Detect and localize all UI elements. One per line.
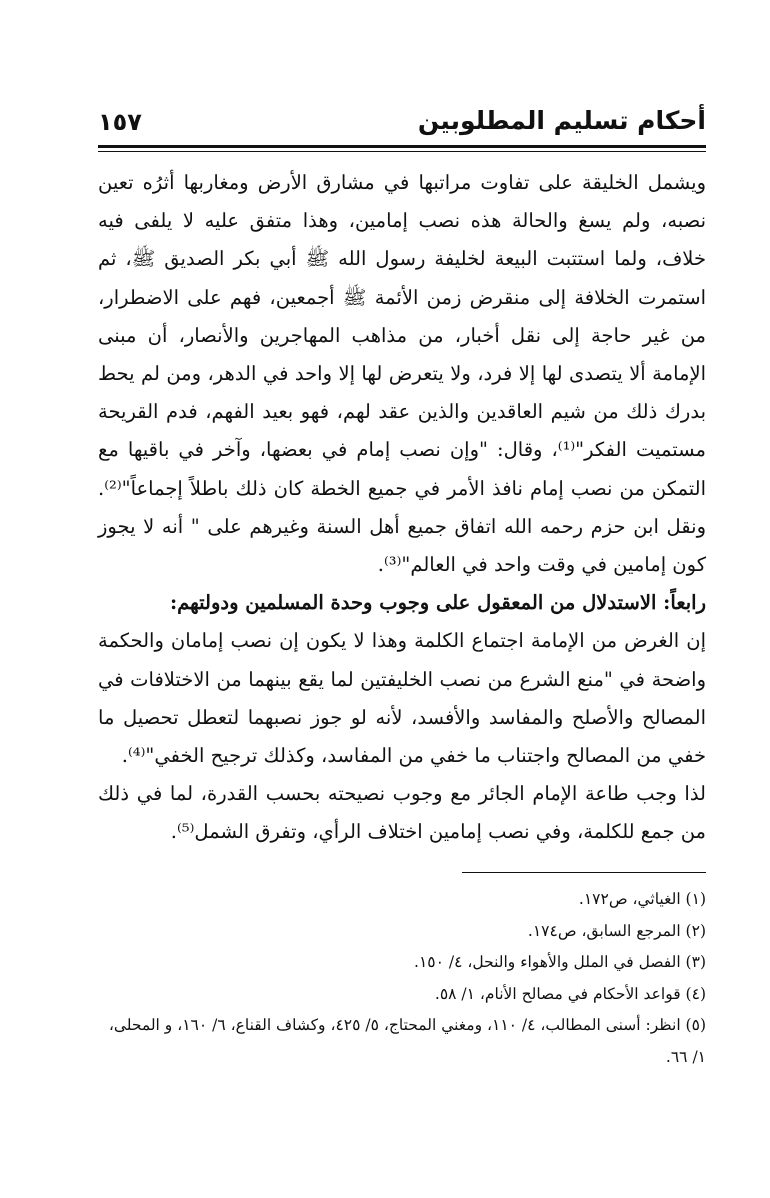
body-paragraph-2: إن الغرض من الإمامة اجتماع الكلمة وهذا لا يكون إن نصب إمامان والحكمة واضحة في "منع الشرع من نصب الخليفتين لما يقع بينهما من الاختلافات في المصالح والأصلح والمفاسد والأفسد، لأنه لو جوز نصبهما لتعطل تحصيل ما خفي من المصالح واجتناب ما خفي من المفاسد، وكذلك ترجيح الخفي"⁽⁴⁾. (98, 629, 706, 768)
footnote-5: (٥) انظر: أسنى المطالب، ٤/ ١١٠، ومغني المحتاج، ٥/ ٤٢٥، وكشاف القناع، ٦/ ١٦٠، و المحلى، ١/ ٦٦. (108, 1016, 706, 1066)
body-paragraph-1: ويشمل الخليقة على تفاوت مراتبها في مشارق الأرض ومغاربها أثرُه تعين نصبه، ولم يسغ والحالة هذه نصب إمامين، وهذا متفق عليه لا يلفى فيه خلاف، ولما استتبت البيعة لخليفة رسول الله ﷺ أبي بكر الصديق ﷺ، ثم استمرت الخلافة إلى منقرض زمن الأئمة ﷺ أجمعين، فهم على الاضطرار، من غير حاجة إلى نقل أخبار، من مذاهب المهاجرين والأنصار، أن مبنى الإمامة ألا يتصدى لها إلا فرد، ولا يتعرض لها إلا واحد في الدهر، ومن لم يحط بدرك ذلك من شيم العاقدين والذين عقد لهم، فهو بعيد الفهم، فدم القريحة مستميت الفكر"⁽¹⁾، وقال: "وإن نصب إمام في بعضها، وآخر في باقيها مع التمكن من نصب إمام نافذ الأمر في جميع الخطة كان ذلك باطلاً إجماعاً"⁽²⁾. ونقل ابن حزم رحمه الله اتفاق جميع أهل السنة وغيرهم على " أنه لا يجوز كون إمامين في وقت واحد في العالم"⁽³⁾. (98, 171, 706, 577)
footnote-4: (٤) قواعد الأحكام في مصالح الأنام، ١/ ٥٨. (434, 984, 706, 1003)
section-heading: رابعاً: الاستدلال من المعقول على وجوب وحدة المسلمين ودولتهم: (169, 591, 706, 615)
header-rule-thick (98, 145, 706, 148)
footnotes (98, 884, 706, 1073)
footnote-2: (٢) المرجع السابق، ص١٧٤. (527, 921, 706, 940)
page-number: ١٥٧ (98, 108, 142, 136)
footnote-1: (١) الغياثي، ص١٧٢. (578, 890, 706, 908)
running-title: أحكام تسليم المطلوبين (417, 106, 706, 135)
body-paragraph-3: لذا وجب طاعة الإمام الجائر مع وجوب نصيحته بحسب القدرة، لما في ذلك من جمع للكلمة، وفي نصب إمامين اختلاف الرأي، وتفرق الشمل⁽⁵⁾. (98, 782, 706, 844)
footnote-3: (٣) الفصل في الملل والأهواء والنحل، ٤/ ١٥٠. (414, 953, 706, 971)
page-header (98, 102, 706, 142)
footnote-separator (462, 872, 706, 873)
main-text (98, 164, 706, 852)
header-rule-thin (98, 151, 706, 152)
